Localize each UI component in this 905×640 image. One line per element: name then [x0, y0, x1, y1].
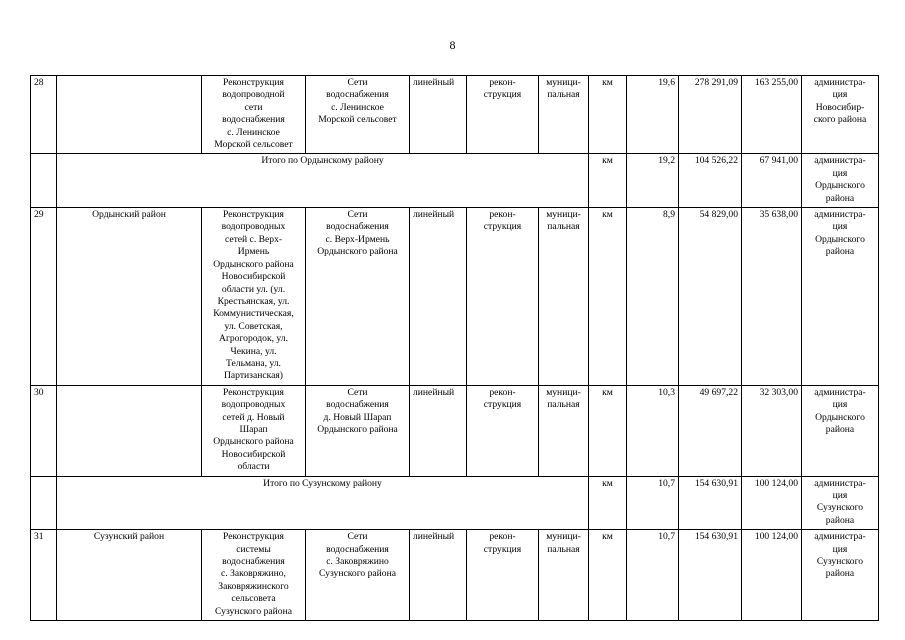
- kind-cell: линейный: [410, 76, 467, 154]
- length-cell: 10,3: [627, 385, 679, 476]
- projects-table: [30, 75, 879, 621]
- num-cell: [31, 476, 57, 530]
- num-cell: 29: [31, 208, 57, 386]
- num-cell: 28: [31, 76, 57, 154]
- kind-cell: линейный: [410, 208, 467, 386]
- district-cell: [57, 385, 202, 476]
- ownership-cell: муници- пальная: [539, 208, 589, 386]
- length-cell: 8,9: [627, 208, 679, 386]
- executor-cell: администра- ция Ордынского района: [802, 385, 879, 476]
- unit-cell: км: [589, 154, 627, 208]
- total-row: [31, 476, 879, 530]
- unit-cell: км: [589, 385, 627, 476]
- facility-cell: Сети водоснабжения с. Верх-Ирмень Ордынского района: [306, 208, 410, 386]
- ownership-cell: муници- пальная: [539, 385, 589, 476]
- cost-total-cell: 154 630,91: [679, 476, 742, 530]
- total-row: [31, 154, 879, 208]
- ownership-cell: муници- пальная: [539, 76, 589, 154]
- cost-total-cell: 278 291,09: [679, 76, 742, 154]
- executor-cell: администра- ция Сузунского района: [802, 476, 879, 530]
- unit-cell: км: [589, 530, 627, 621]
- cost-total-cell: 104 526,22: [679, 154, 742, 208]
- facility-cell: Сети водоснабжения с. Ленинское Морской сельсовет: [306, 76, 410, 154]
- facility-cell: Сети водоснабжения д. Новый Шарап Ордынского района: [306, 385, 410, 476]
- table-row: [31, 385, 879, 476]
- table-row: [31, 208, 879, 386]
- cost-budget-cell: 67 941,00: [742, 154, 802, 208]
- length-cell: 19,2: [627, 154, 679, 208]
- length-cell: 10,7: [627, 530, 679, 621]
- kind-cell: линейный: [410, 530, 467, 621]
- length-cell: 10,7: [627, 476, 679, 530]
- executor-cell: администра- ция Ордынского района: [802, 208, 879, 386]
- cost-budget-cell: 100 124,00: [742, 476, 802, 530]
- work-cell: рекон- струкция: [467, 208, 539, 386]
- page-number: 8: [449, 38, 456, 52]
- table-row: [31, 530, 879, 621]
- executor-cell: администра- ция Ордынского района: [802, 154, 879, 208]
- unit-cell: км: [589, 208, 627, 386]
- kind-cell: линейный: [410, 385, 467, 476]
- work-cell: рекон- струкция: [467, 76, 539, 154]
- ownership-cell: муници- пальная: [539, 530, 589, 621]
- cost-total-cell: 154 630,91: [679, 530, 742, 621]
- total-label-cell: Итого по Сузунскому району: [57, 476, 589, 530]
- object-cell: Реконструкция водопроводных сетей с. Верх- Ирмень Ордынского района Новосибирской области ул. (ул. Крестьянская, ул. Коммунистическая, ул. Советская, Агрогородок, ул. Чекина, ул. Тельмана, ул. Партизанская): [202, 208, 306, 386]
- cost-budget-cell: 163 255,00: [742, 76, 802, 154]
- executor-cell: администра- ция Сузунского района: [802, 530, 879, 621]
- unit-cell: км: [589, 476, 627, 530]
- cost-budget-cell: 32 303,00: [742, 385, 802, 476]
- facility-cell: Сети водоснабжения с. Заковряжино Сузунского района: [306, 530, 410, 621]
- cost-total-cell: 54 829,00: [679, 208, 742, 386]
- work-cell: рекон- струкция: [467, 530, 539, 621]
- unit-cell: км: [589, 76, 627, 154]
- table-row: [31, 76, 879, 154]
- work-cell: рекон- струкция: [467, 385, 539, 476]
- num-cell: 31: [31, 530, 57, 621]
- district-cell: Ордынский район: [57, 208, 202, 386]
- num-cell: 30: [31, 385, 57, 476]
- district-cell: Сузунский район: [57, 530, 202, 621]
- cost-budget-cell: 35 638,00: [742, 208, 802, 386]
- cost-total-cell: 49 697,22: [679, 385, 742, 476]
- length-cell: 19,6: [627, 76, 679, 154]
- executor-cell: администра- ция Новосибир- ского района: [802, 76, 879, 154]
- object-cell: Реконструкция водопроводных сетей д. Новый Шарап Ордынского района Новосибирской области: [202, 385, 306, 476]
- num-cell: [31, 154, 57, 208]
- district-cell: [57, 76, 202, 154]
- object-cell: Реконструкция водопроводной сети водоснабжения с. Ленинское Морской сельсовет: [202, 76, 306, 154]
- object-cell: Реконструкция системы водоснабжения с. Заковряжино, Заковряжинского сельсовета Сузунского района: [202, 530, 306, 621]
- total-label-cell: Итого по Ордынскому району: [57, 154, 589, 208]
- cost-budget-cell: 100 124,00: [742, 530, 802, 621]
